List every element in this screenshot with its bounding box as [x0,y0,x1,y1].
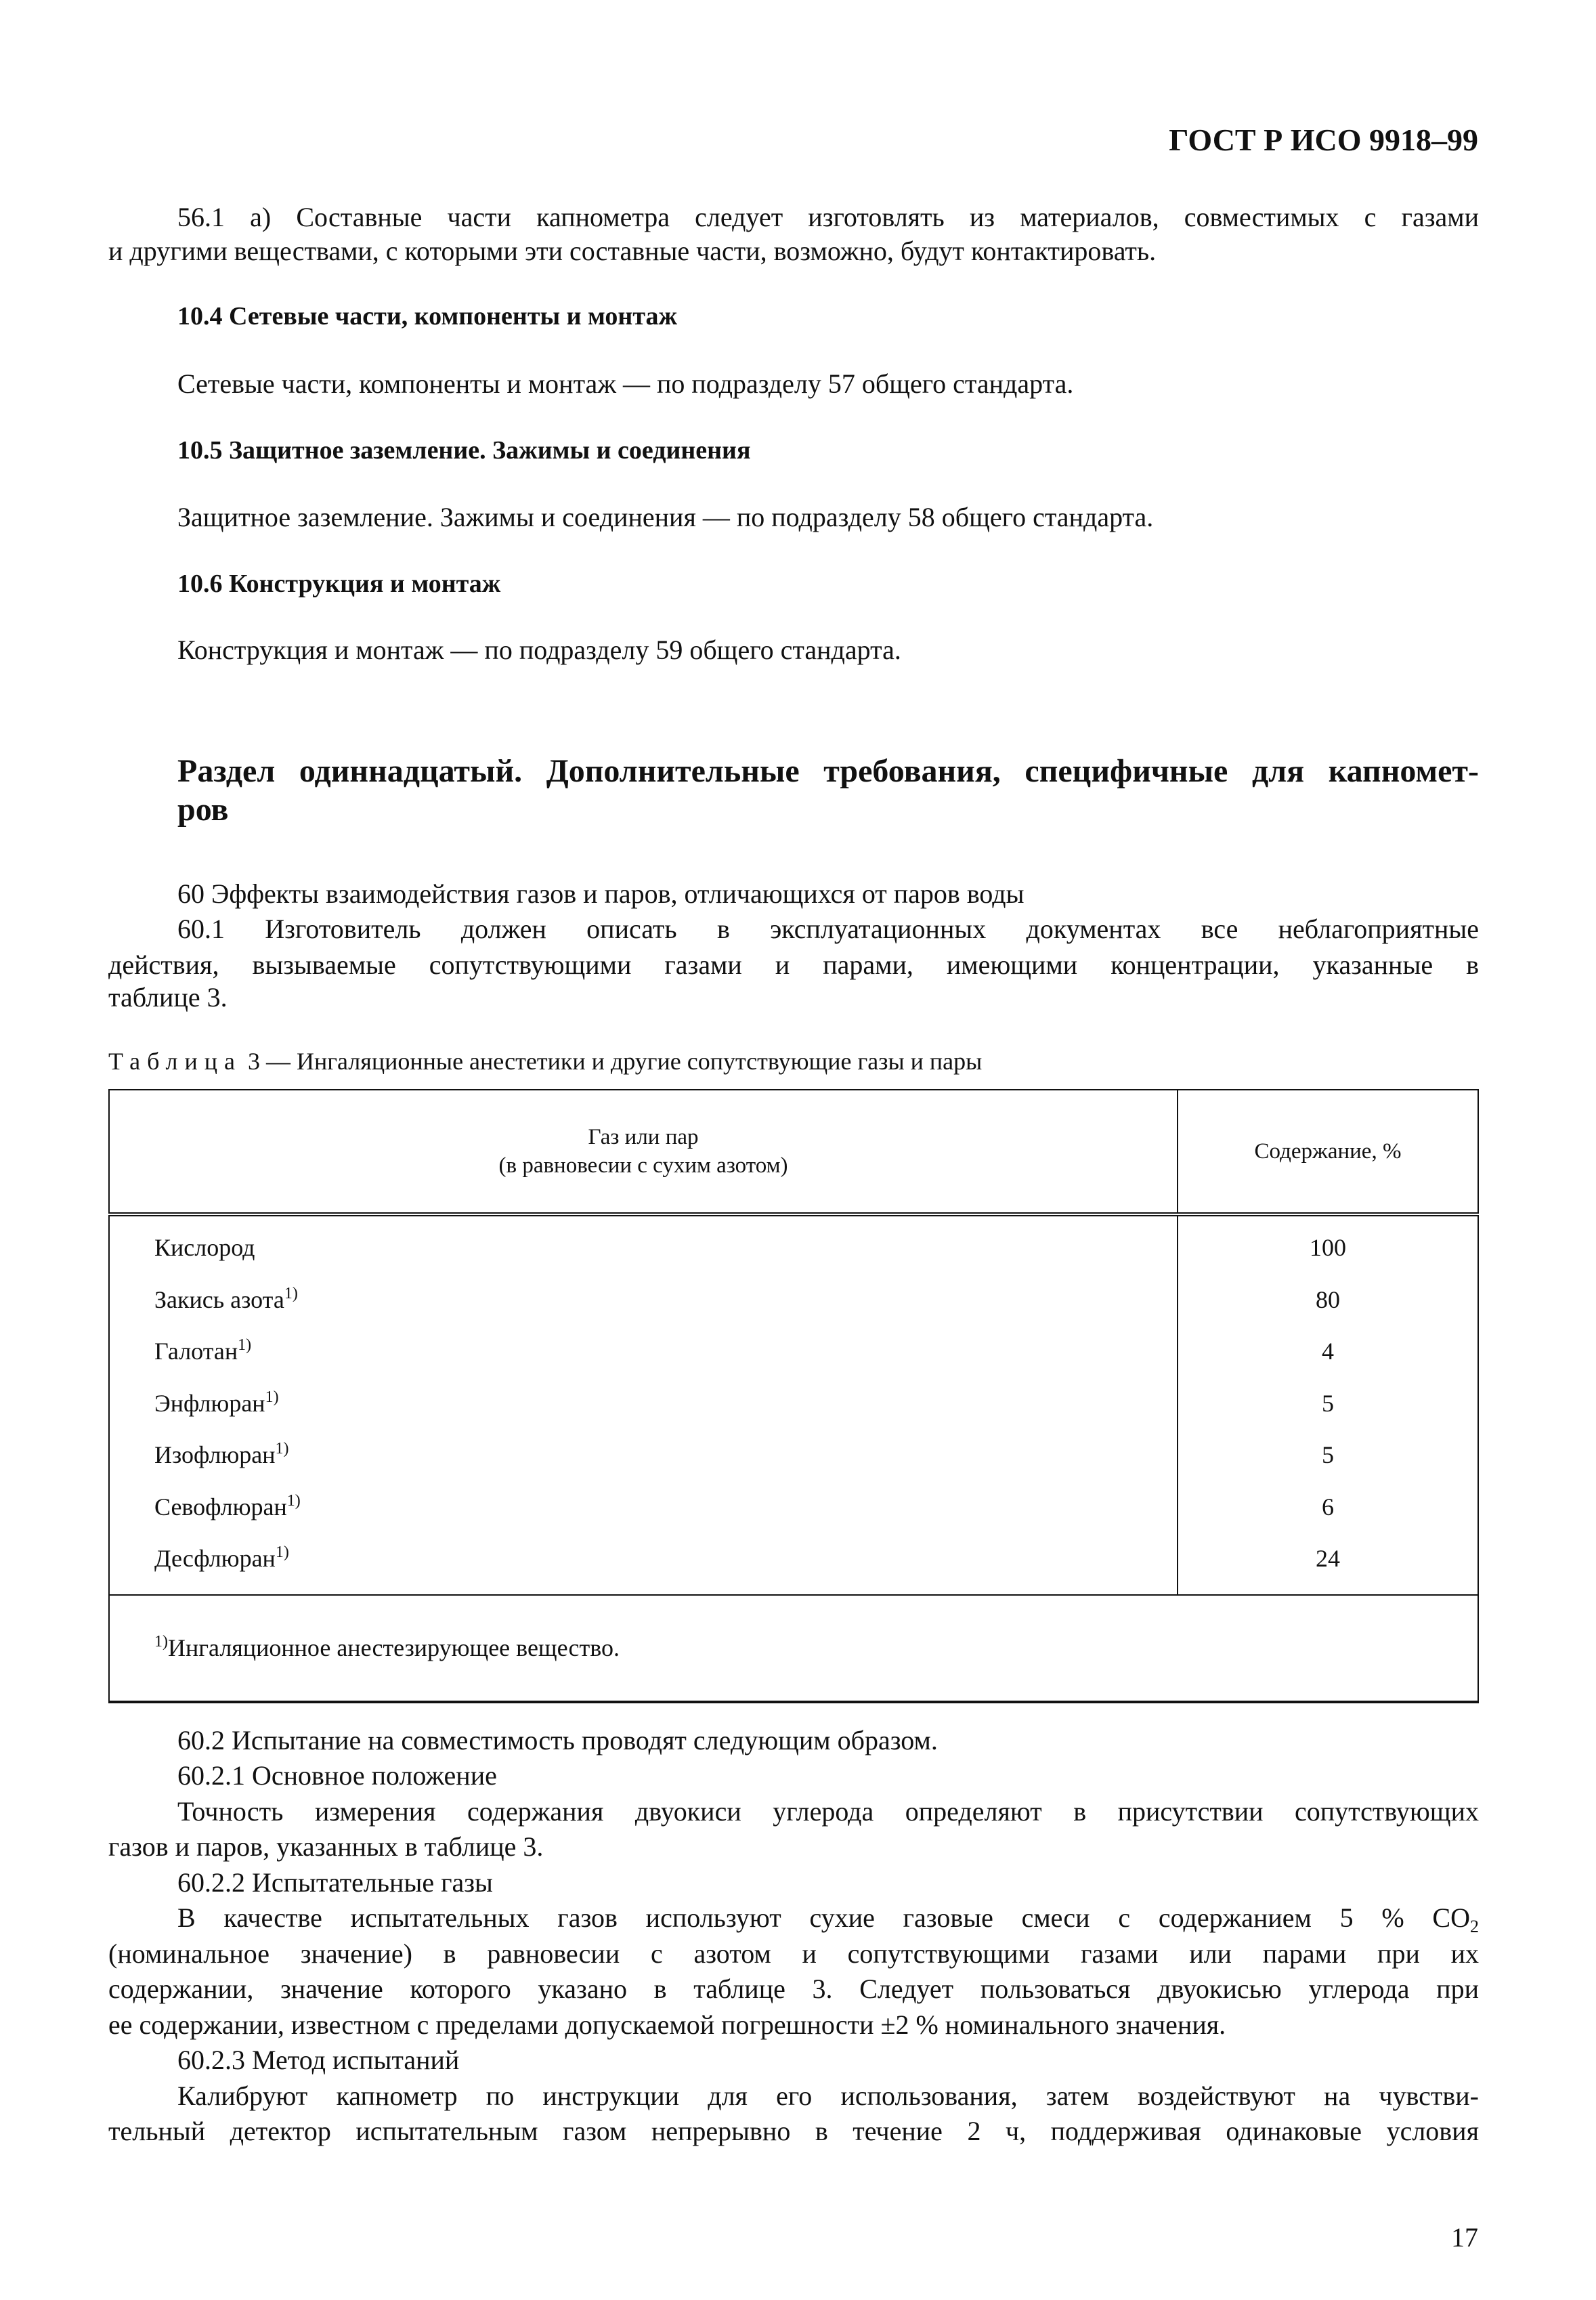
gas-names-cell [109,1214,1178,1595]
paragraph-56-1-line: 56.1 а) Составные части капнометра следует изготовлять из материалов, совместимых с газами [177,202,1479,232]
paragraph-60-2-2: 60.2.2 Испытательные газы [177,1867,493,1898]
table-caption-word: Таблица [108,1048,242,1075]
paragraph-10-5: Защитное заземление. Зажимы и соединения — по подразделу 58 общего стандарта. [177,502,1154,532]
gas-name: Десфлюран [154,1545,276,1572]
paragraph-10-6: Конструкция и монтаж — по подразделу 59 общего стандарта. [177,635,901,665]
table-row-value: 5 [1322,1389,1334,1417]
subsection-heading-10-4: 10.4 Сетевые части, компоненты и монтаж [177,302,678,331]
table-row-value: 5 [1322,1441,1334,1468]
table-header-row [109,1090,1478,1214]
table-row-gas [110,1429,1177,1481]
table-row-gas [110,1274,1177,1326]
paragraph-60-2-2-text-line: ее содержании, известном с пределами допускаемой погрешности ±2 % номинального значения. [108,2009,1226,2040]
table-3 [108,1089,1479,1703]
footnote-mark: 1) [275,1440,289,1457]
footnote-mark: 1) [265,1388,279,1406]
table-row-value: 4 [1322,1338,1334,1365]
footnote-mark: 1) [238,1336,252,1354]
header-gas [109,1090,1178,1214]
table-row-value: 100 [1310,1234,1346,1261]
paragraph-60-2-2-text-line: (номинальное значение) в равновесии с азотом и сопутствующими газами или парами при их [108,1938,1479,1969]
gas-name: Галотан [154,1338,238,1365]
paragraph-60: 60 Эффекты взаимодействия газов и паров, отличающихся от паров воды [177,878,1025,909]
subsection-heading-10-5: 10.5 Защитное заземление. Зажимы и соединения [177,436,751,465]
section-heading-line: ров [177,792,229,828]
paragraph-60-1-line: 60.1 Изготовитель должен описать в эксплуатационных документах все неблагоприятные [177,914,1479,944]
paragraph-56-1-line: и другими веществами, с которыми эти составные части, возможно, будут контактировать. [108,236,1157,266]
gas-name: Севофлюран [154,1493,287,1520]
page-number: 17 [1451,2222,1478,2253]
values-cell [1178,1214,1478,1595]
footnote-mark: 1) [154,1633,168,1651]
paragraph-60-2-3-text-line: тельный детектор испытательным газом непрерывно в течение 2 ч, поддерживая одинаковые условия [108,2116,1479,2146]
gas-name: Энфлюран [154,1389,265,1417]
footnote-mark: 1) [284,1284,298,1302]
header-gas-line2: (в равновесии с сухим азотом) [498,1153,788,1178]
header-content: Содержание, % [1178,1090,1478,1214]
paragraph-60-2: 60.2 Испытание на совместимость проводят следующим образом. [177,1725,938,1755]
table-row-value: 80 [1316,1285,1340,1313]
subscript-2: 2 [1470,1917,1479,1936]
table-row-value: 6 [1322,1493,1334,1520]
table-row-gas [110,1378,1177,1430]
gas-name: Закись азота [154,1285,284,1313]
gas-name: Изофлюран [154,1441,276,1468]
table-caption [108,1044,1479,1079]
paragraph-60-2-2-text-line [177,1900,1479,1936]
paragraph-60-2-1-text-line: газов и паров, указанных в таблице 3. [108,1831,544,1862]
footnote-mark: 1) [286,1491,301,1510]
table-row-gas [110,1481,1177,1533]
paragraph-60-2-1-text-line: Точность измерения содержания двуокиси углерода определяют в присутствии сопутствующих [177,1796,1479,1827]
header-gas-line1: Газ или пар [588,1125,699,1149]
paragraph-60-2-2-text-line: содержании, значение которого указано в таблице 3. Следует пользоваться двуокисью углерода при [108,1974,1479,2004]
paragraph-60-2-1: 60.2.1 Основное положение [177,1760,497,1791]
paragraph-60-1-line: действия, вызываемые сопутствующими газами и парами, имеющими концентрации, указанные в [108,950,1479,980]
section-heading-line: Раздел одиннадцатый. Дополнительные требования, специфичные для капномет- [177,753,1479,789]
text-co2: В качестве испытательных газов используют сухие газовые смеси с содержанием 5 % CO [177,1902,1470,1933]
gas-name: Кислород [154,1234,255,1261]
table-row-gas [110,1533,1177,1585]
table-row-gas [110,1222,1177,1274]
footnote-mark: 1) [275,1543,289,1561]
paragraph-60-1-line: таблице 3. [108,982,228,1013]
subsection-heading-10-6: 10.6 Конструкция и монтаж [177,570,501,598]
paragraph-60-2-3-text-line: Калибруют капнометр по инструкции для его использования, затем воздействуют на чувстви- [177,2081,1479,2111]
table-footnote [109,1595,1478,1702]
document-header: ГОСТ Р ИСО 9918–99 [1169,123,1478,157]
paragraph-60-2-3: 60.2.3 Метод испытаний [177,2045,460,2075]
footnote-text: Ингаляционное анестезирующее вещество. [168,1634,620,1661]
table-caption-title: 3 — Ингаляционные анестетики и другие сопутствующие газы и пары [247,1048,983,1075]
table-row-value: 24 [1316,1545,1340,1572]
table-footnote-row [109,1595,1478,1702]
table-body [109,1214,1478,1595]
table-row-gas [110,1325,1177,1378]
paragraph-10-4: Сетевые части, компоненты и монтаж — по подразделу 57 общего стандарта. [177,368,1074,399]
